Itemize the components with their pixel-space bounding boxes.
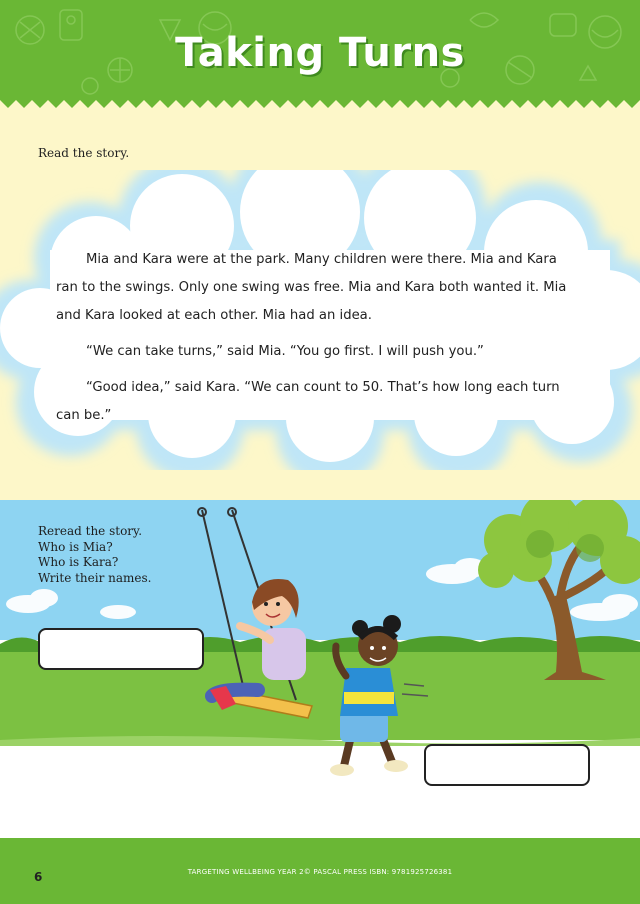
footer-credit: TARGETING WELLBEING YEAR 2© PASCAL PRESS ISBN: 9781925726381: [187, 868, 453, 876]
mia-name-box[interactable]: [38, 628, 204, 670]
task-line: Reread the story.: [38, 524, 143, 538]
story-text: [56, 246, 576, 438]
task-line: Who is Mia?: [38, 539, 113, 554]
read-instruction: Read the story.: [38, 146, 130, 160]
kara-name-box[interactable]: [424, 744, 590, 786]
page-number: 6: [34, 870, 43, 884]
story-paragraph: “We can take turns,” said Mia. “You go first. I will push you.”: [86, 344, 484, 359]
page-title: Taking Turns: [175, 30, 465, 76]
story-paragraph: Mia and Kara were at the park. Many children were there. Mia and Kara ran to the swings. Only one swing was free. Mia and Kara both wanted it. Mia and Kara looked at each other. Mia had an idea.: [56, 252, 567, 323]
story-paragraph: “Good idea,” said Kara. “We can count to 50. That’s how long each turn can be.”: [56, 380, 560, 423]
header-banner: [0, 0, 640, 108]
task-instructions: [38, 524, 151, 586]
task-line: Write their names.: [38, 570, 152, 585]
task-line: Who is Kara?: [38, 555, 119, 569]
